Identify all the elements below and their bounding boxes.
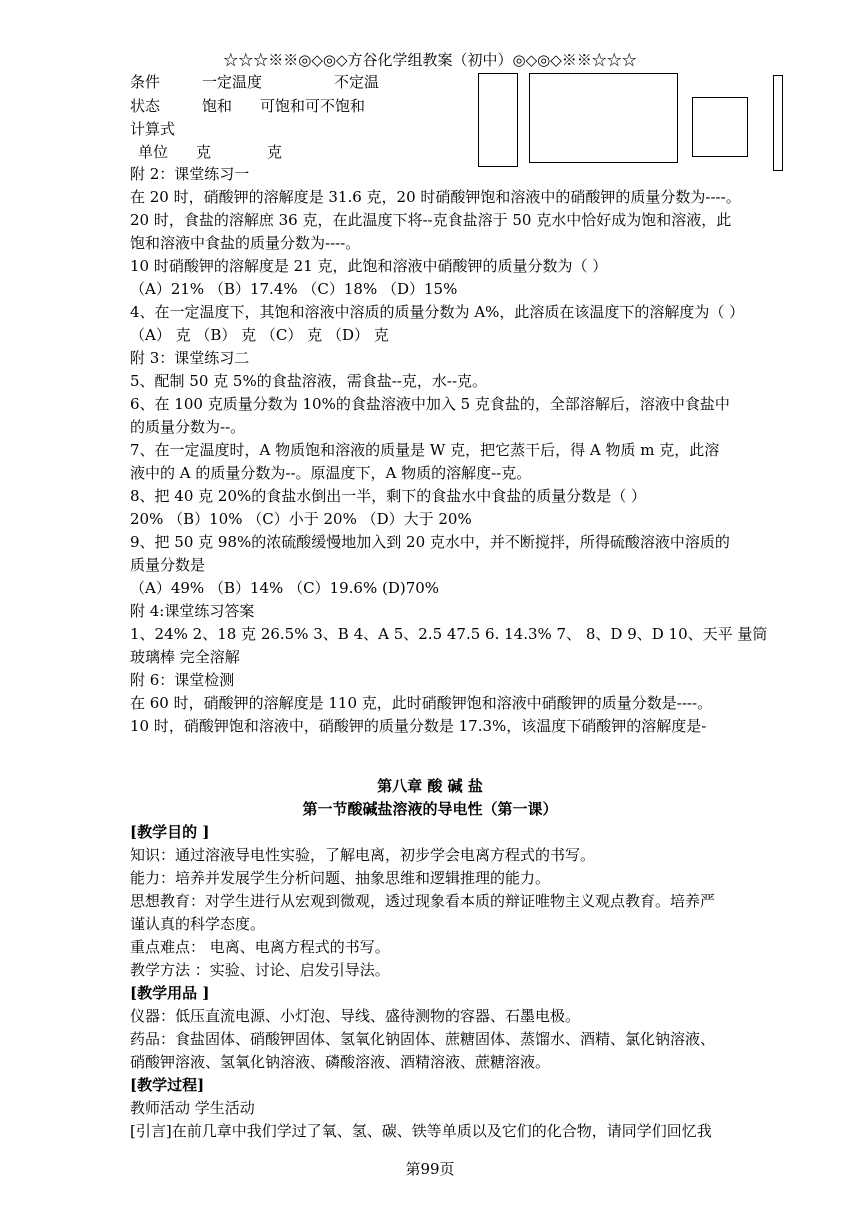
text-line: 8、把 40 克 20%的食盐水倒出一半，剩下的食盐水中食盐的质量分数是（ ） [130,487,647,505]
table-row [130,72,379,92]
table-row [130,142,282,162]
section-heading: [教学目的 ] [130,823,210,841]
table-cell: 单位 [138,143,169,161]
text-line: 知识：通过溶液导电性实验，了解电离，初步学会电离方程式的书写。 [130,846,596,864]
text-line: 9、把 50 克 98%的浓硫酸缓慢地加入到 20 克水中，并不断搅拌，所得硫酸溶液中溶质的 [130,533,730,551]
page-number: 第99页 [405,1160,455,1178]
text-line: 10 时硝酸钾的溶解度是 21 克，此饱和溶液中硝酸钾的质量分数为（ ） [130,257,608,275]
text-line: 液中的 A 的质量分数为--。原温度下，A 物质的溶解度--克。 [130,464,532,482]
text-line: 的质量分数为--。 [130,418,246,436]
text-line: 谨认真的科学态度。 [130,915,266,933]
page-header: ☆☆☆※※◎◇◎◇方谷化学组教案（初中）◎◇◎◇※※☆☆☆ [223,51,637,69]
section-title: 第一节酸碱盐溶液的导电性（第一课） [302,800,558,818]
text-line: 5、配制 50 克 5%的食盐溶液，需食盐--克，水--克。 [130,372,488,390]
text-line: 20% （B）10% （C）小于 20% （D）大于 20% [130,510,472,528]
chapter-title: 第八章 酸 碱 盐 [377,777,483,795]
text-line: 质量分数是 [130,556,206,574]
text-line: （A） 克 （B） 克 （C） 克 （D） 克 [130,326,389,344]
text-line: （A）49% （B）14% （C）19.6% (D)70% [130,579,440,597]
text-line: 硝酸钾溶液、氢氧化钠溶液、磷酸溶液、酒精溶液、蔗糖溶液。 [130,1053,551,1071]
formula-image-box [529,73,678,163]
text-line: 6、在 100 克质量分数为 10%的食盐溶液中加入 5 克食盐的，全部溶解后，溶液中食盐中 [130,395,730,413]
text-line: 仪器：低压直流电源、小灯泡、导线、盛待测物的容器、石墨电极。 [130,1007,581,1025]
table-cell: 可饱和可不饱和 [260,97,366,115]
text-line: 饱和溶液中食盐的质量分数为----。 [130,234,361,252]
table-cell: 状态 [130,97,161,115]
text-line: 药品：食盐固体、硝酸钾固体、氢氧化钠固体、蔗糖固体、蒸馏水、酒精、氯化钠溶液、 [130,1030,716,1048]
text-line: （A）21% （B）17.4% （C）18% （D）15% [130,280,458,298]
section-heading: [教学过程] [130,1076,205,1094]
text-line: 重点难点： 电离、电离方程式的书写。 [130,938,390,956]
table-row [130,119,175,139]
text-line: 在 60 时，硝酸钾的溶解度是 110 克，此时硝酸钾饱和溶液中硝酸钾的质量分数是----。 [130,694,713,712]
table-row [130,96,365,116]
table-cell: 饱和 [202,97,233,115]
table-cell: 条件 [130,73,161,91]
table-cell: 克 [267,143,283,161]
text-line: 玻璃棒 完全溶解 [130,648,240,666]
table-cell: 克 [196,143,212,161]
text-line: 20 时，食盐的溶解庶 36 克，在此温度下将--克食盐溶于 50 克水中恰好成为饱和溶液，此 [130,211,732,229]
text-line: 教师活动 学生活动 [130,1099,255,1117]
section-heading: [教学用品 ] [130,984,210,1002]
text-line: 能力：培养并发展学生分析问题、抽象思维和逻辑推理的能力。 [130,869,551,887]
text-line: [引言]在前几章中我们学过了氧、氢、碳、铁等单质以及它们的化合物，请同学们回忆我 [130,1122,712,1140]
table-cell: 不定温 [334,73,380,91]
formula-image-box [773,75,783,171]
text-line: 10 时，硝酸钾饱和溶液中，硝酸钾的质量分数是 17.3%，该温度下硝酸钾的溶解度是- [130,717,707,735]
text-line: 附 4:课堂练习答案 [130,602,255,620]
table-cell: 一定温度 [202,73,263,91]
text-line: 在 20 时，硝酸钾的溶解度是 31.6 克，20 时硝酸钾饱和溶液中的硝酸钾的质量分数为----。 [130,188,741,206]
formula-image-box [692,97,748,157]
text-line: 思想教育：对学生进行从宏观到微观，透过现象看本质的辩证唯物主义观点教育。培养严 [130,892,716,910]
text-line: 1、24% 2、18 克 26.5% 3、B 4、A 5、2.5 47.5 6. 14.3% 7、 8、D 9、D 10、天平 量筒 [130,625,768,643]
table-cell: 计算式 [130,120,176,138]
text-line: 附 6：课堂检测 [130,671,235,689]
formula-image-box [478,73,518,167]
text-line: 7、在一定温度时，A 物质饱和溶液的质量是 W 克，把它蒸干后，得 A 物质 m 克，此溶 [130,441,720,459]
text-line: 教学方法 ：实验、讨论、启发引导法。 [130,961,390,979]
text-line: 4、在一定温度下，其饱和溶液中溶质的质量分数为 A%，此溶质在该温度下的溶解度为（ ） [130,303,745,321]
text-line: 附 2：课堂练习一 [130,165,250,183]
text-line: 附 3：课堂练习二 [130,349,250,367]
